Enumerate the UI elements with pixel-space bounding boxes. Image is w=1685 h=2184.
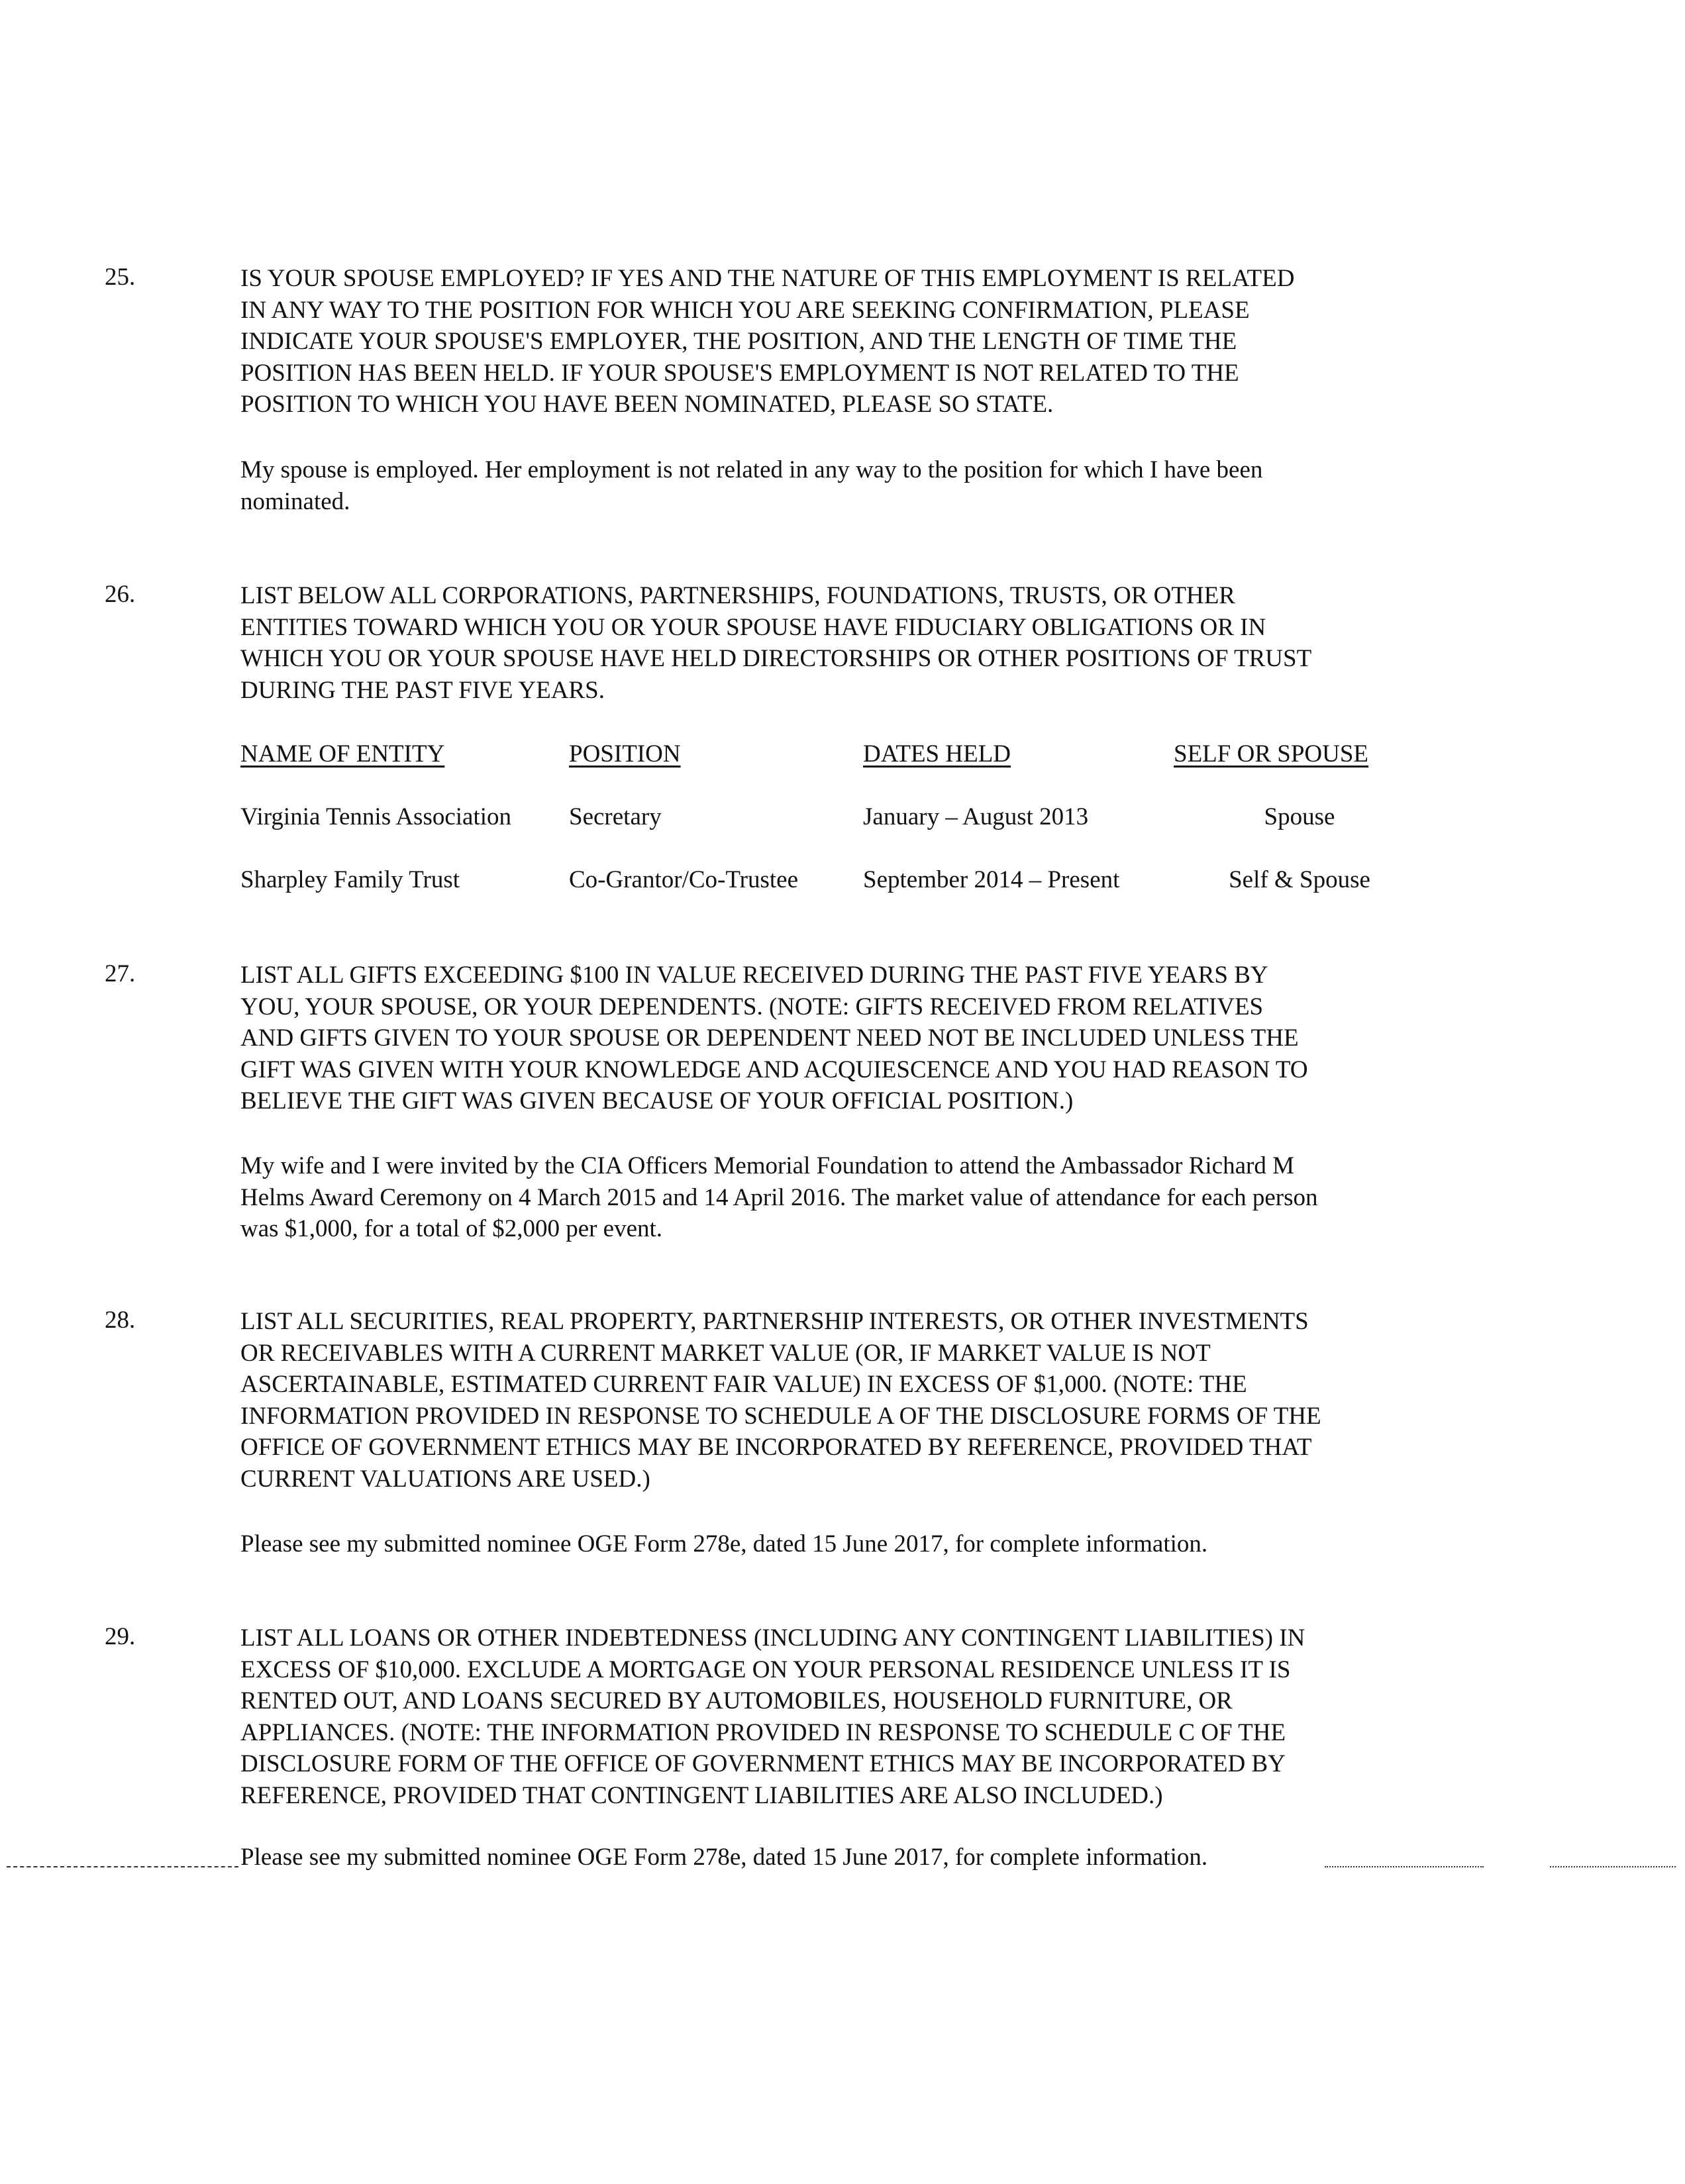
answer-28 xyxy=(240,1528,1207,1560)
question-text: LIST ALL SECURITIES, REAL PROPERTY, PARTNERSHIP INTERESTS, OR OTHER INVESTMENTS xyxy=(240,1308,1309,1335)
question-text: WHICH YOU OR YOUR SPOUSE HAVE HELD DIRECTORSHIPS OR OTHER POSITIONS OF TRUST xyxy=(240,645,1312,672)
answer-text: nominated. xyxy=(240,487,350,515)
scan-artifact-line xyxy=(1325,1866,1484,1867)
question-text: INFORMATION PROVIDED IN RESPONSE TO SCHEDULE A OF THE DISCLOSURE FORMS OF THE xyxy=(240,1402,1321,1430)
answer-text: My wife and I were invited by the CIA Officers Memorial Foundation to attend the Ambassador Richard M xyxy=(240,1152,1294,1179)
answer-text: Please see my submitted nominee OGE Form 278e, dated 15 June 2017, for complete information. xyxy=(240,1530,1208,1558)
question-text: LIST BELOW ALL CORPORATIONS, PARTNERSHIPS, FOUNDATIONS, TRUSTS, OR OTHER xyxy=(240,582,1235,609)
question-number: 28. xyxy=(105,1307,136,1334)
question-text: ASCERTAINABLE, ESTIMATED CURRENT FAIR VALUE) IN EXCESS OF $1,000. (NOTE: THE xyxy=(240,1371,1247,1398)
question-text: LIST ALL GIFTS EXCEEDING $100 IN VALUE RECEIVED DURING THE PAST FIVE YEARS BY xyxy=(240,962,1268,989)
answer-25 xyxy=(240,454,1262,517)
question-28 xyxy=(105,1306,1321,1495)
question-text: LIST ALL LOANS OR OTHER INDEBTEDNESS (INCLUDING ANY CONTINGENT LIABILITIES) IN xyxy=(240,1624,1305,1652)
question-text: BELIEVE THE GIFT WAS GIVEN BECAUSE OF YOUR OFFICIAL POSITION.) xyxy=(240,1087,1074,1115)
answer-27 xyxy=(240,1150,1318,1245)
question-29 xyxy=(105,1622,1305,1811)
question-text: OFFICE OF GOVERNMENT ETHICS MAY BE INCORPORATED BY REFERENCE, PROVIDED THAT xyxy=(240,1434,1312,1461)
question-text: DISCLOSURE FORM OF THE OFFICE OF GOVERNMENT ETHICS MAY BE INCORPORATED BY xyxy=(240,1750,1286,1777)
question-number: 27. xyxy=(105,960,136,987)
table-cell-self-or-spouse: Self & Spouse xyxy=(1229,866,1370,893)
question-27 xyxy=(105,960,1308,1117)
question-text: IN ANY WAY TO THE POSITION FOR WHICH YOU ARE SEEKING CONFIRMATION, PLEASE xyxy=(240,296,1250,324)
question-text: OR RECEIVABLES WITH A CURRENT MARKET VALUE (OR, IF MARKET VALUE IS NOT xyxy=(240,1339,1211,1367)
question-text: INDICATE YOUR SPOUSE'S EMPLOYER, THE POSITION, AND THE LENGTH OF TIME THE xyxy=(240,328,1237,355)
question-text: DURING THE PAST FIVE YEARS. xyxy=(240,676,605,704)
question-text: YOU, YOUR SPOUSE, OR YOUR DEPENDENTS. (NOTE: GIFTS RECEIVED FROM RELATIVES xyxy=(240,993,1264,1020)
table-cell-dates: January – August 2013 xyxy=(863,803,1089,830)
question-text: AND GIFTS GIVEN TO YOUR SPOUSE OR DEPENDENT NEED NOT BE INCLUDED UNLESS THE xyxy=(240,1024,1299,1052)
table-cell-position: Co-Grantor/Co-Trustee xyxy=(569,866,798,893)
answer-text: My spouse is employed. Her employment is not related in any way to the position for which I have been xyxy=(240,456,1263,483)
question-text: ENTITIES TOWARD WHICH YOU OR YOUR SPOUSE HAVE FIDUCIARY OBLIGATIONS OR IN xyxy=(240,613,1266,641)
question-text: GIFT WAS GIVEN WITH YOUR KNOWLEDGE AND ACQUIESCENCE AND YOU HAD REASON TO xyxy=(240,1056,1308,1083)
question-text: CURRENT VALUATIONS ARE USED.) xyxy=(240,1465,650,1493)
question-text: APPLIANCES. (NOTE: THE INFORMATION PROVIDED IN RESPONSE TO SCHEDULE C OF THE xyxy=(240,1718,1286,1746)
answer-29 xyxy=(240,1842,1207,1873)
question-25 xyxy=(105,263,1295,421)
table-cell-self-or-spouse: Spouse xyxy=(1264,803,1335,830)
answer-text: was $1,000, for a total of $2,000 per event. xyxy=(240,1215,663,1242)
answer-text: Helms Award Ceremony on 4 March 2015 and 14 April 2016. The market value of attendance for each person xyxy=(240,1183,1318,1211)
question-26 xyxy=(105,580,1312,706)
scan-artifact-line xyxy=(7,1866,238,1867)
table-header-self-or-spouse: SELF OR SPOUSE xyxy=(1174,740,1369,768)
table-cell-name: Virginia Tennis Association xyxy=(240,803,512,830)
table-header-name: NAME OF ENTITY xyxy=(240,740,445,768)
question-text: POSITION HAS BEEN HELD. IF YOUR SPOUSE'S EMPLOYMENT IS NOT RELATED TO THE xyxy=(240,359,1239,387)
question-number: 29. xyxy=(105,1623,136,1650)
table-cell-position: Secretary xyxy=(569,803,662,830)
question-number: 26. xyxy=(105,581,136,608)
table-cell-dates: September 2014 – Present xyxy=(863,866,1120,893)
answer-text: Please see my submitted nominee OGE Form 278e, dated 15 June 2017, for complete information. xyxy=(240,1844,1208,1871)
question-text: IS YOUR SPOUSE EMPLOYED? IF YES AND THE NATURE OF THIS EMPLOYMENT IS RELATED xyxy=(240,265,1295,292)
question-text: REFERENCE, PROVIDED THAT CONTINGENT LIABILITIES ARE ALSO INCLUDED.) xyxy=(240,1781,1163,1809)
question-number: 25. xyxy=(105,264,136,291)
question-text: POSITION TO WHICH YOU HAVE BEEN NOMINATED, PLEASE SO STATE. xyxy=(240,391,1054,418)
question-text: RENTED OUT, AND LOANS SECURED BY AUTOMOBILES, HOUSEHOLD FURNITURE, OR xyxy=(240,1687,1233,1714)
table-cell-name: Sharpley Family Trust xyxy=(240,866,460,893)
table-header-dates: DATES HELD xyxy=(863,740,1011,768)
scan-artifact-line xyxy=(1550,1866,1676,1867)
table-header-position: POSITION xyxy=(569,740,681,768)
question-text: EXCESS OF $10,000. EXCLUDE A MORTGAGE ON YOUR PERSONAL RESIDENCE UNLESS IT IS xyxy=(240,1656,1291,1683)
